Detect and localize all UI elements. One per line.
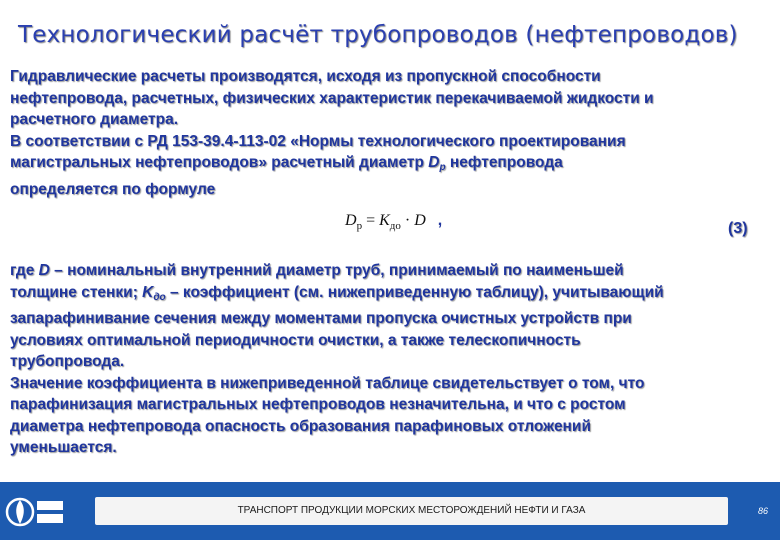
- text-line: Гидравлические расчеты производятся, исходя из пропускной способности: [10, 68, 601, 85]
- text-line: диаметра нефтепровода опасность образования парафиновых отложений: [10, 417, 591, 435]
- gazprom-flame-logo: [4, 488, 66, 534]
- page-number: 86: [757, 506, 768, 516]
- text-line: В соответствии с РД 153-39.4-113-02 «Нормы технологического проектирования: [10, 132, 626, 150]
- text-line: Значение коэффициента в нижеприведенной таблице свидетельствует о том, что: [10, 374, 645, 392]
- slide-title: Технологический расчёт трубопроводов (нефтепроводов): [18, 22, 738, 48]
- text-line: магистральных нефтепроводов» расчетный диаметр $D_р$ нефтепровода: [10, 154, 563, 173]
- paragraph-definitions: [10, 260, 775, 459]
- text-line: парафинизация магистральных нефтепроводов незначительна, и что с ростом: [10, 396, 626, 413]
- text-line: где D – номинальный внутренний диаметр труб, принимаемый по наименьшей: [10, 262, 624, 279]
- text-line: уменьшается.: [10, 439, 117, 456]
- text-line: толщине стенки; $K_{до}$ – коэффициент (см. нижеприведенную таблицу), учитывающий: [10, 283, 664, 303]
- paragraph-intro: [10, 66, 775, 200]
- text-line: запарафинивание сечения между моментами пропуска очистных устройств при: [10, 310, 632, 327]
- text-line: трубопровода.: [10, 353, 125, 370]
- symbol-d: D: [428, 154, 440, 171]
- footer-caption: ТРАНСПОРТ ПРОДУКЦИИ МОРСКИХ МЕСТОРОЖДЕНИЙ НЕФТИ И ГАЗА: [237, 505, 586, 516]
- text-line: расчетного диаметра.: [10, 111, 179, 128]
- equation-number: (3): [728, 220, 748, 237]
- formula: $D_р = K_{до} \cdot D$ ,: [345, 212, 443, 233]
- text-line: определяется по формуле: [10, 180, 216, 198]
- text-line: условиях оптимальной периодичности очистки, а также телескопичность: [10, 331, 581, 349]
- text-line: нефтепровода, расчетных, физических характеристик перекачиваемой жидкости и: [10, 89, 654, 107]
